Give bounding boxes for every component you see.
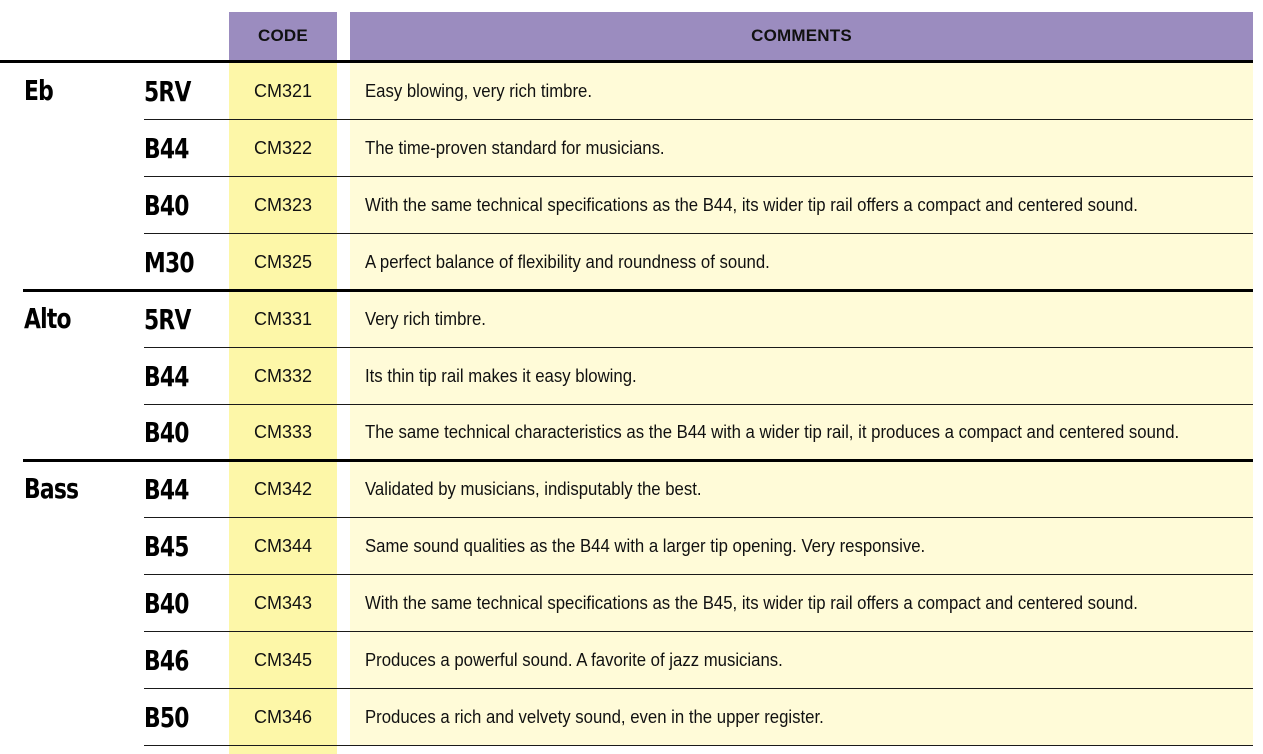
table-row: [0, 234, 1253, 291]
model-name: B40: [144, 188, 189, 222]
product-code: CM322: [253, 137, 313, 158]
table-row: [0, 518, 1253, 575]
table-row: [0, 63, 1253, 120]
comment-text: Same sound qualities as the B44 with a larger tip opening. Very responsive.: [365, 536, 926, 557]
group-label: Eb: [24, 74, 53, 107]
product-code: CM346: [253, 706, 313, 727]
model-name: M30: [144, 245, 194, 279]
table-row: [0, 404, 1253, 461]
table-row: [0, 291, 1253, 348]
model-name: B40: [144, 416, 189, 450]
code-column-header: [229, 12, 337, 60]
group-label: Alto: [24, 301, 71, 335]
model-name: 5RV: [144, 75, 191, 108]
table-row: [0, 632, 1253, 689]
table-row: [0, 461, 1253, 518]
model-name: 5RV: [144, 302, 191, 336]
comment-text: Produces a powerful sound. A favorite of jazz musicians.: [365, 650, 783, 670]
table-row: [0, 120, 1253, 177]
table-row: [0, 348, 1253, 405]
product-code: CM323: [253, 194, 313, 215]
comment-text: A perfect balance of flexibility and roundness of sound.: [365, 251, 770, 272]
product-code: CM342: [253, 479, 313, 500]
comments-header-label: COMMENTS: [751, 26, 852, 45]
comment-text: Validated by musicians, indisputably the best.: [365, 479, 702, 500]
product-code: CM333: [253, 422, 313, 443]
model-name: B40: [144, 587, 189, 621]
table-row: [0, 177, 1253, 234]
comment-text: With the same technical specifications as the B44, its wider tip rail offers a compact and centered sound.: [365, 194, 1138, 215]
model-name: B45: [144, 530, 189, 564]
model-name: B44: [144, 359, 189, 393]
group-label: Bass: [24, 472, 79, 506]
model-name: B44: [144, 131, 189, 165]
comment-text: The same technical characteristics as the B44 with a wider tip rail, it produces a compact and centered sound.: [365, 422, 1180, 443]
model-name: B44: [144, 473, 189, 507]
table-row: [0, 575, 1253, 632]
comments-column-header: [350, 12, 1253, 60]
code-header-label: CODE: [258, 26, 308, 45]
comment-text: Produces a rich and velvety sound, even in the upper register.: [365, 706, 824, 727]
product-code: CM332: [253, 365, 313, 386]
comment-text: Easy blowing, very rich timbre.: [365, 81, 593, 101]
row-divider: [144, 745, 1253, 746]
product-code: CM345: [253, 650, 313, 670]
model-name: B46: [144, 644, 189, 677]
comment-text: With the same technical specifications as the B45, its wider tip rail offers a compact and centered sound.: [365, 593, 1138, 614]
product-code: CM344: [253, 536, 313, 557]
comment-text: The time-proven standard for musicians.: [365, 137, 665, 158]
table-row: [0, 689, 1253, 746]
product-code: CM343: [253, 593, 313, 614]
product-code: CM321: [253, 81, 313, 101]
product-code: CM331: [253, 308, 313, 329]
model-name: B50: [144, 700, 189, 734]
comment-text: Its thin tip rail makes it easy blowing.: [365, 365, 637, 386]
product-code: CM325: [253, 251, 313, 272]
comment-text: Very rich timbre.: [365, 308, 486, 329]
